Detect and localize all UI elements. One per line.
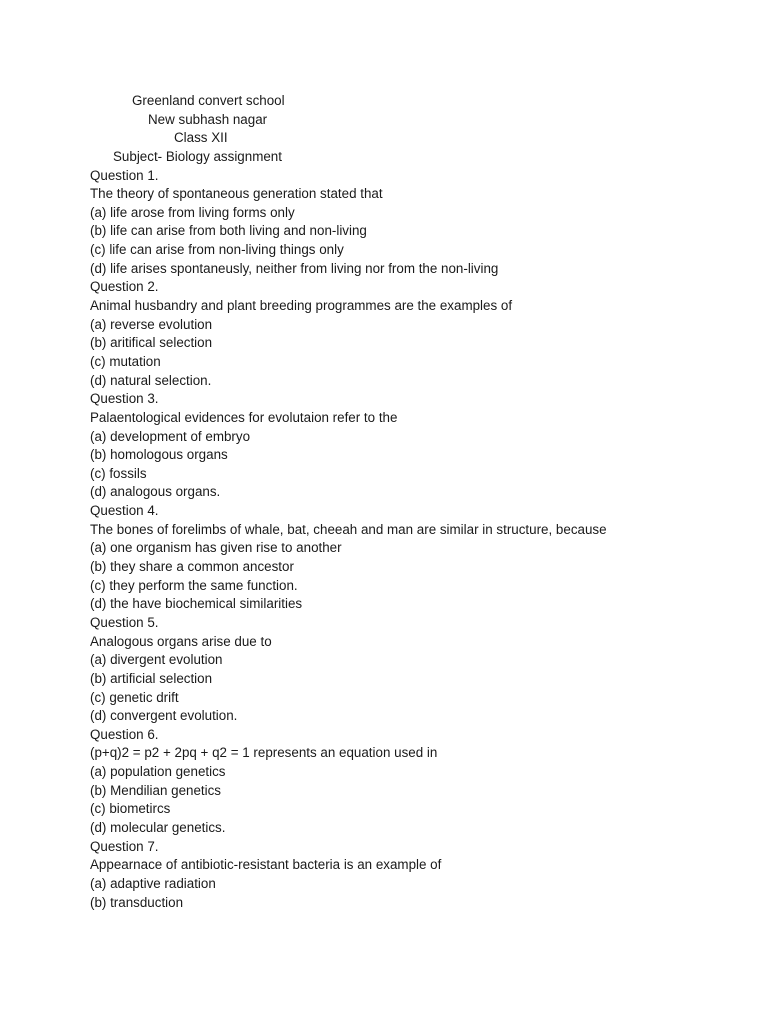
- option-d: (d) molecular genetics.: [90, 819, 226, 835]
- option-b: (b) homologous organs: [90, 447, 228, 463]
- question-text: The theory of spontaneous generation stated that: [90, 186, 383, 202]
- option-a: (a) development of embryo: [90, 428, 251, 444]
- option-c: (c) mutation: [90, 353, 161, 369]
- question-heading: Question 2.: [90, 279, 159, 295]
- option-a: (a) life arose from living forms only: [90, 204, 295, 220]
- question-heading: Question 1.: [90, 167, 159, 183]
- question-text: The bones of forelimbs of whale, bat, cheeah and man are similar in structure, because: [90, 521, 607, 537]
- subject-title: Subject- Biology assignment: [113, 148, 282, 164]
- question-text: (p+q)2 = p2 + 2pq + q2 = 1 represents an equation used in: [90, 745, 438, 761]
- option-d: (d) analogous organs.: [90, 484, 221, 500]
- option-d: (d) natural selection.: [90, 372, 212, 388]
- option-c: (c) they perform the same function.: [90, 577, 298, 593]
- question-heading: Question 7.: [90, 838, 159, 854]
- option-a: (a) reverse evolution: [90, 316, 213, 332]
- option-c: (c) biometircs: [90, 801, 171, 817]
- option-c: (c) life can arise from non-living things only: [90, 242, 344, 258]
- option-a: (a) one organism has given rise to another: [90, 540, 342, 556]
- question-text: Animal husbandry and plant breeding programmes are the examples of: [90, 298, 513, 314]
- option-a: (a) adaptive radiation: [90, 875, 216, 891]
- question-heading: Question 3.: [90, 391, 159, 407]
- question-heading: Question 5.: [90, 614, 159, 630]
- option-b: (b) Mendilian genetics: [90, 782, 221, 798]
- question-heading: Question 6.: [90, 726, 159, 742]
- school-name: Greenland convert school: [132, 93, 285, 108]
- option-b: (b) transduction: [90, 894, 184, 910]
- option-a: (a) divergent evolution: [90, 652, 223, 668]
- question-text: Palaentological evidences for evolutaion refer to the: [90, 409, 398, 425]
- option-d: (d) life arises spontaneusly, neither from living nor from the non-living: [90, 260, 499, 276]
- option-b: (b) life can arise from both living and non-living: [90, 223, 367, 239]
- question-text: Appearnace of antibiotic-resistant bacteria is an example of: [90, 857, 442, 873]
- option-b: (b) they share a common ancestor: [90, 559, 294, 575]
- option-b: (b) aritifical selection: [90, 335, 213, 351]
- school-address: New subhash nagar: [148, 111, 268, 127]
- option-c: (c) fossils: [90, 465, 147, 481]
- assignment-content: [90, 92, 750, 912]
- option-d: (d) convergent evolution.: [90, 708, 238, 724]
- option-c: (c) genetic drift: [90, 689, 179, 705]
- question-heading: Question 4.: [90, 503, 159, 519]
- option-a: (a) population genetics: [90, 764, 226, 780]
- question-text: Analogous organs arise due to: [90, 633, 272, 649]
- class-name: Class XII: [174, 130, 228, 146]
- option-b: (b) artificial selection: [90, 670, 213, 686]
- option-d: (d) the have biochemical similarities: [90, 596, 303, 612]
